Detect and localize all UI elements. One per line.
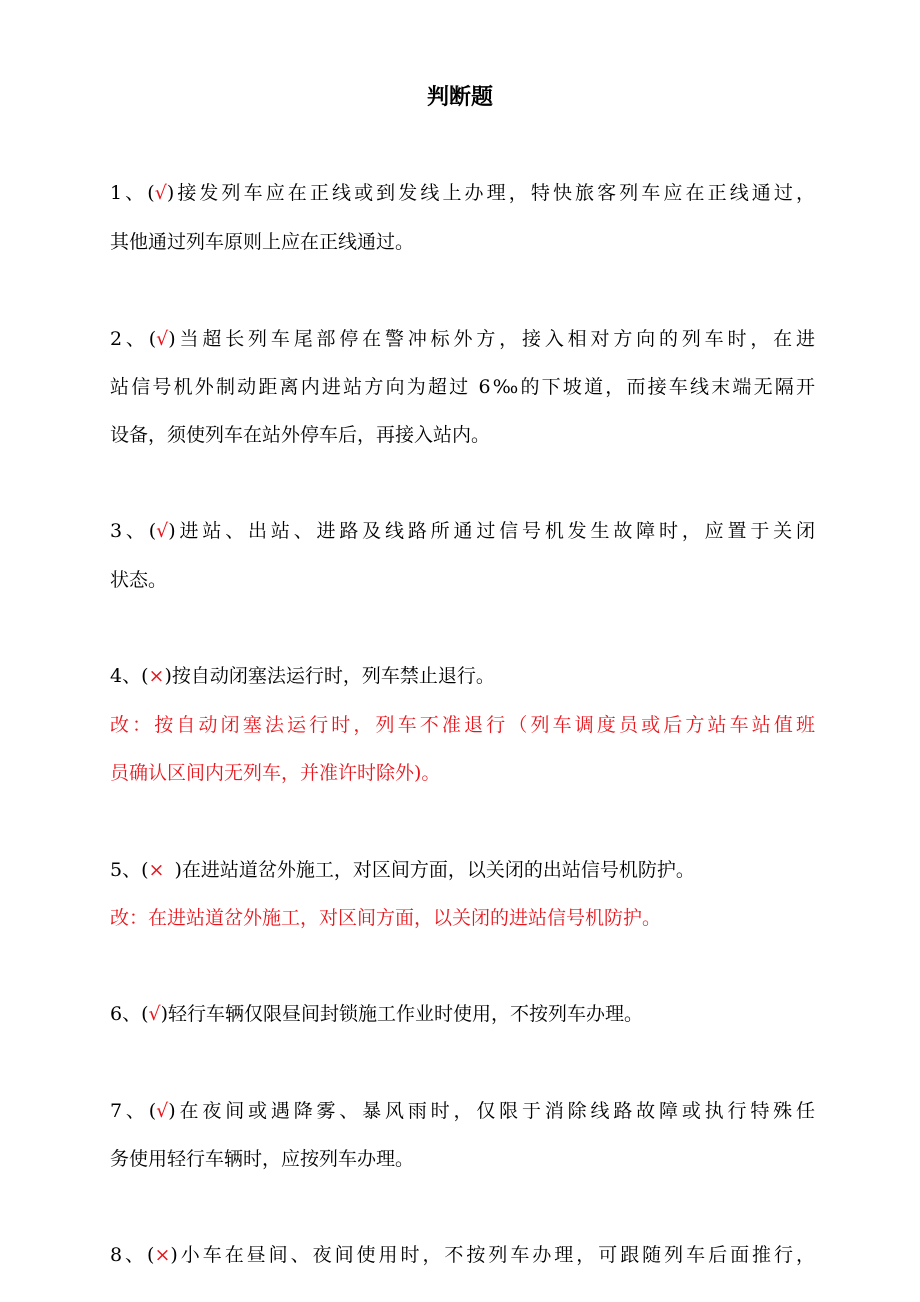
question-6-text-1: 轻行车辆仅限昼间封锁施工作业时使用，不按列车办理。 [168,1003,644,1025]
question-1-line-1 [110,180,815,206]
question-4-line-1 [110,663,815,689]
check-mark-icon: √ [148,1003,161,1025]
question-7-number: 7、( [110,1100,157,1122]
question-2-text-1: 当超长列车尾部停在警冲标外方，接入相对方向的列车时，在进 [175,328,815,350]
question-3-number: 3、( [110,520,157,542]
question-8-text-1: 小车在昼间、夜间使用时，不按列车办理，可跟随列车后面推行， [177,1244,815,1266]
question-3-text-1: 进站、出站、进路及线路所通过信号机发生故障时，应置于关闭 [175,520,815,542]
question-3-line-1 [110,518,815,544]
question-4-paren: ) [164,665,172,687]
cross-mark-icon: × [148,859,165,881]
question-3-paren: ) [168,520,176,542]
question-8-paren: ) [170,1244,178,1266]
question-8-line-1 [110,1242,815,1268]
question-8-number: 8、( [110,1244,155,1266]
cross-mark-icon: × [148,665,165,687]
question-1-line-2: 其他通过列车原则上应在正线通过。 [110,231,415,253]
cross-mark-icon: × [154,1244,171,1266]
check-mark-icon: √ [156,520,169,542]
question-4-number: 4、( [110,665,149,687]
check-mark-icon: √ [154,182,167,204]
question-2-line-3: 设备，须使列车在站外停车后，再接入站内。 [110,424,491,446]
question-7-paren: ) [168,1100,176,1122]
check-mark-icon: √ [156,328,169,350]
question-2-line-2: 站信号机外制动距离内进站方向为超过 6‰的下坡道，而接车线末端无隔开 [110,376,815,398]
question-1-paren: ) [166,182,175,204]
question-3-line-2: 状态。 [110,569,168,591]
page-title: 判断题 [426,85,493,110]
question-4-correction-line-2: 员确认区间内无列车，并准许时除外)。 [110,762,441,784]
question-6-number: 6、( [110,1003,149,1025]
question-7-line-2: 务使用轻行车辆时，应按列车办理。 [110,1148,415,1170]
question-2-paren: ) [168,328,176,350]
question-6-paren: ) [160,1003,169,1025]
question-6-line-1 [110,1001,815,1027]
question-5-line-1 [110,857,815,883]
question-5-number: 5、( [110,859,149,881]
question-1-number: 1、( [110,182,155,204]
question-7-line-1 [110,1098,815,1124]
question-5-paren: ) [174,859,182,881]
question-1-text-1: 接发列车应在正线或到发线上办理，特快旅客列车应在正线通过， [174,182,815,204]
question-2-number: 2、( [110,328,157,350]
question-4-correction-line-1: 改：按自动闭塞法运行时，列车不准退行（列车调度员或后方站车站值班 [110,714,815,736]
question-2-line-1 [110,326,815,352]
question-4-text-1: 按自动闭塞法运行时，列车禁止退行。 [171,665,495,687]
question-5-correction-line-1: 改：在进站道岔外施工，对区间方面，以关闭的进站信号机防护。 [110,907,662,929]
question-5-text-1: 在进站道岔外施工，对区间方面，以关闭的出站信号机防护。 [181,859,695,881]
question-7-text-1: 在夜间或遇降雾、暴风雨时，仅限于消除线路故障或执行特殊任 [175,1100,815,1122]
check-mark-icon: √ [156,1100,169,1122]
